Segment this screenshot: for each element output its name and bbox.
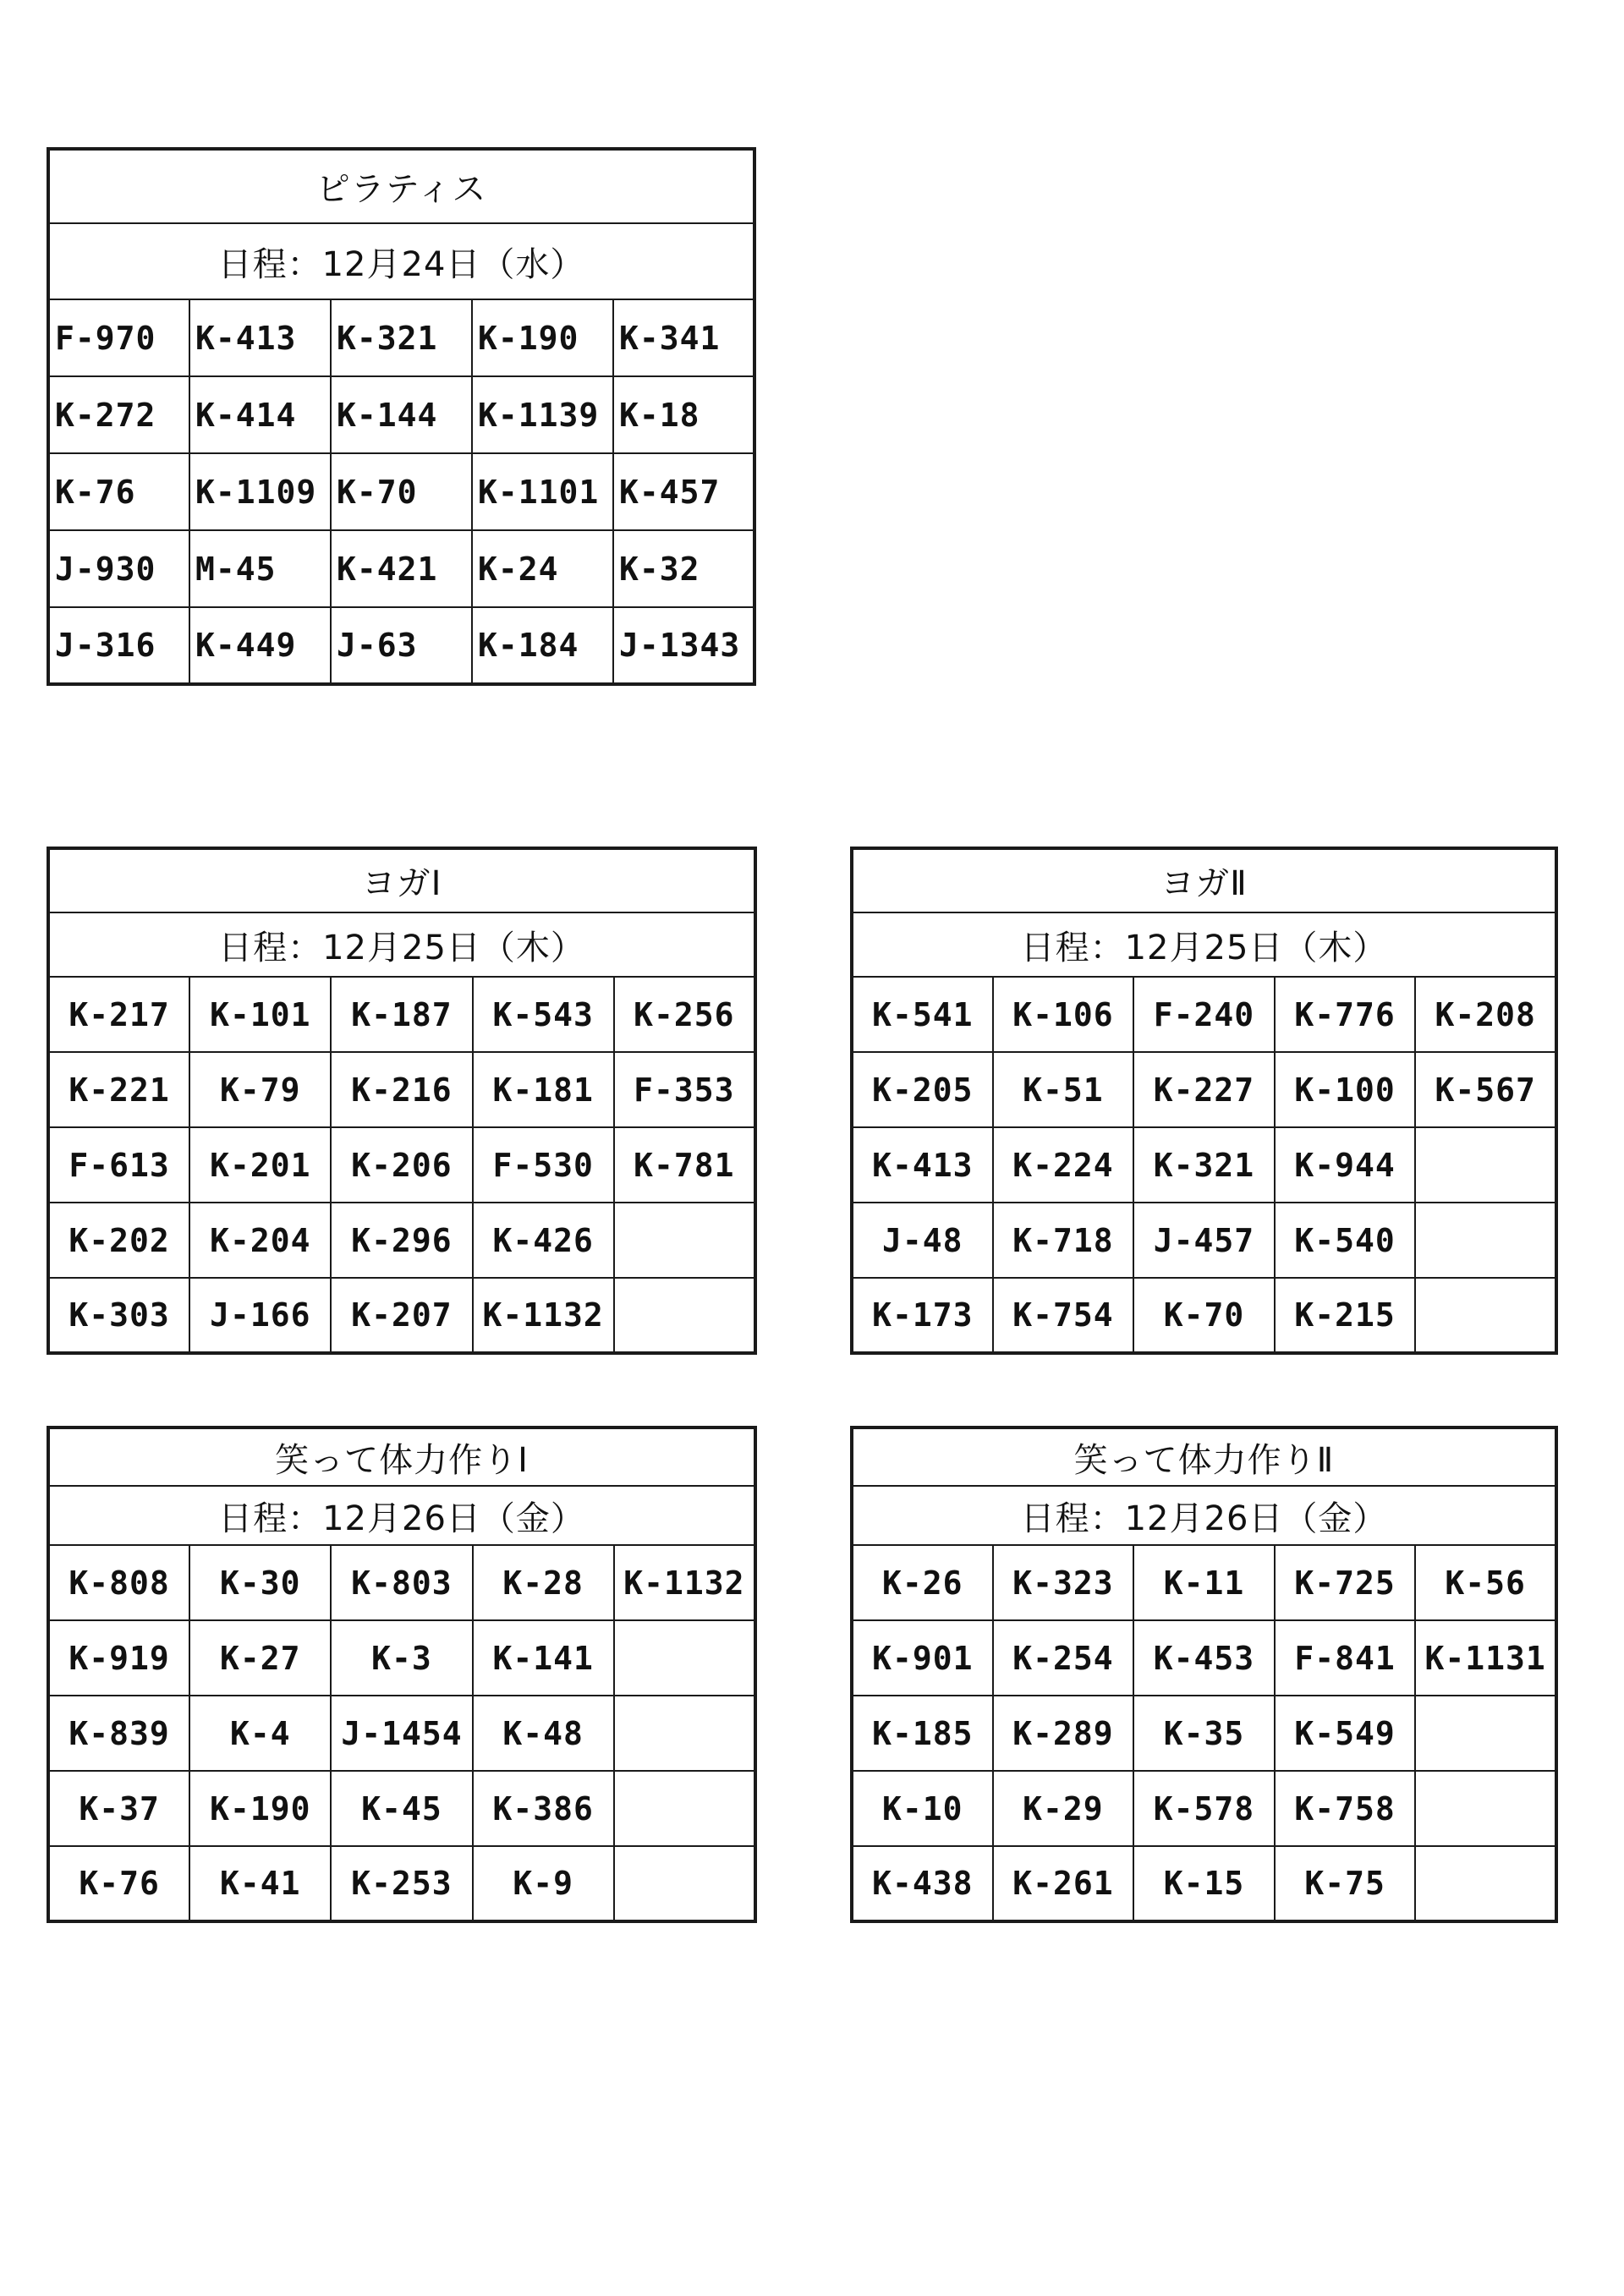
id-cell: K-45 bbox=[331, 1771, 472, 1846]
id-cell: K-944 bbox=[1275, 1127, 1416, 1203]
id-cell: K-224 bbox=[993, 1127, 1134, 1203]
empty-cell bbox=[614, 1620, 755, 1696]
schedule-date: 日程：12月25日（木） bbox=[852, 912, 1556, 977]
id-cell: K-578 bbox=[1133, 1771, 1275, 1846]
id-cell: K-181 bbox=[473, 1052, 614, 1127]
id-cell: K-215 bbox=[1275, 1278, 1416, 1353]
id-cell: K-776 bbox=[1275, 977, 1416, 1052]
id-cell: J-457 bbox=[1133, 1203, 1275, 1278]
table-row bbox=[48, 977, 755, 1052]
id-cell: K-48 bbox=[473, 1696, 614, 1771]
empty-cell bbox=[1415, 1203, 1556, 1278]
id-cell: K-37 bbox=[48, 1771, 189, 1846]
table-title: ヨガⅡ bbox=[852, 848, 1556, 912]
id-cell: K-261 bbox=[993, 1846, 1134, 1921]
id-cell: K-919 bbox=[48, 1620, 189, 1696]
table-row bbox=[48, 607, 754, 684]
id-cell: K-187 bbox=[331, 977, 472, 1052]
id-cell: K-15 bbox=[1133, 1846, 1275, 1921]
empty-cell bbox=[614, 1278, 755, 1353]
table-row bbox=[48, 453, 754, 530]
id-cell: K-185 bbox=[852, 1696, 993, 1771]
empty-cell bbox=[614, 1696, 755, 1771]
id-cell: K-202 bbox=[48, 1203, 189, 1278]
id-cell: F-970 bbox=[48, 299, 189, 376]
id-cell: K-216 bbox=[331, 1052, 472, 1127]
table-title: 笑って体力作りⅠ bbox=[48, 1427, 755, 1486]
id-cell: K-204 bbox=[189, 1203, 331, 1278]
id-cell: K-79 bbox=[189, 1052, 331, 1127]
id-cell: K-4 bbox=[189, 1696, 331, 1771]
schedule-date: 日程：12月25日（木） bbox=[48, 912, 755, 977]
id-cell: K-190 bbox=[189, 1771, 331, 1846]
id-cell: J-166 bbox=[189, 1278, 331, 1353]
id-cell: J-63 bbox=[331, 607, 472, 684]
id-cell: K-413 bbox=[189, 299, 331, 376]
id-cell: K-35 bbox=[1133, 1696, 1275, 1771]
id-cell: K-1101 bbox=[472, 453, 613, 530]
table-title: ピラティス bbox=[48, 149, 754, 223]
id-cell: K-1131 bbox=[1415, 1620, 1556, 1696]
empty-cell bbox=[1415, 1846, 1556, 1921]
id-cell: K-3 bbox=[331, 1620, 472, 1696]
id-cell: K-808 bbox=[48, 1545, 189, 1620]
id-cell: K-781 bbox=[614, 1127, 755, 1203]
id-cell: K-70 bbox=[331, 453, 472, 530]
id-cell: K-28 bbox=[473, 1545, 614, 1620]
table-row bbox=[48, 1127, 755, 1203]
id-cell: K-24 bbox=[472, 530, 613, 607]
table-row bbox=[48, 1771, 755, 1846]
id-cell: K-718 bbox=[993, 1203, 1134, 1278]
id-cell: K-190 bbox=[472, 299, 613, 376]
id-cell: K-10 bbox=[852, 1771, 993, 1846]
table-title: 笑って体力作りⅡ bbox=[852, 1427, 1556, 1486]
table-row bbox=[48, 530, 754, 607]
table-row bbox=[48, 1696, 755, 1771]
table-row bbox=[48, 1846, 755, 1921]
id-cell: K-754 bbox=[993, 1278, 1134, 1353]
schedule-date: 日程：12月26日（金） bbox=[48, 1486, 755, 1545]
id-cell: K-321 bbox=[1133, 1127, 1275, 1203]
id-cell: F-240 bbox=[1133, 977, 1275, 1052]
id-cell: K-803 bbox=[331, 1545, 472, 1620]
id-cell: K-254 bbox=[993, 1620, 1134, 1696]
table-row bbox=[48, 1052, 755, 1127]
id-cell: K-27 bbox=[189, 1620, 331, 1696]
table-row bbox=[852, 1278, 1556, 1353]
id-cell: K-9 bbox=[473, 1846, 614, 1921]
table-row bbox=[852, 977, 1556, 1052]
table-title: ヨガⅠ bbox=[48, 848, 755, 912]
id-cell: M-45 bbox=[189, 530, 331, 607]
table-row bbox=[852, 1696, 1556, 1771]
table-row bbox=[852, 1052, 1556, 1127]
id-cell: K-206 bbox=[331, 1127, 472, 1203]
id-cell: K-205 bbox=[852, 1052, 993, 1127]
id-cell: K-208 bbox=[1415, 977, 1556, 1052]
empty-cell bbox=[1415, 1127, 1556, 1203]
table-row bbox=[48, 1545, 755, 1620]
empty-cell bbox=[1415, 1278, 1556, 1353]
id-cell: F-841 bbox=[1275, 1620, 1416, 1696]
id-cell: K-540 bbox=[1275, 1203, 1416, 1278]
schedule-date: 日程：12月24日（水） bbox=[48, 223, 754, 299]
id-cell: K-32 bbox=[613, 530, 754, 607]
id-cell: K-221 bbox=[48, 1052, 189, 1127]
id-cell: K-70 bbox=[1133, 1278, 1275, 1353]
id-cell: K-41 bbox=[189, 1846, 331, 1921]
id-cell: K-414 bbox=[189, 376, 331, 453]
id-cell: K-549 bbox=[1275, 1696, 1416, 1771]
id-cell: K-453 bbox=[1133, 1620, 1275, 1696]
id-cell: K-543 bbox=[473, 977, 614, 1052]
id-cell: K-1132 bbox=[473, 1278, 614, 1353]
id-cell: J-930 bbox=[48, 530, 189, 607]
id-cell: K-438 bbox=[852, 1846, 993, 1921]
laughter-fitness-2-schedule-table bbox=[850, 1426, 1558, 1923]
pilates-schedule-table bbox=[47, 147, 756, 686]
id-cell: K-323 bbox=[993, 1545, 1134, 1620]
laughter-fitness-1-schedule-table bbox=[47, 1426, 757, 1923]
id-cell: K-56 bbox=[1415, 1545, 1556, 1620]
id-cell: K-29 bbox=[993, 1771, 1134, 1846]
id-cell: K-1132 bbox=[614, 1545, 755, 1620]
table-row bbox=[852, 1203, 1556, 1278]
id-cell: K-207 bbox=[331, 1278, 472, 1353]
id-cell: K-227 bbox=[1133, 1052, 1275, 1127]
table-row bbox=[852, 1620, 1556, 1696]
id-cell: K-457 bbox=[613, 453, 754, 530]
id-cell: J-1343 bbox=[613, 607, 754, 684]
empty-cell bbox=[614, 1771, 755, 1846]
id-cell: K-725 bbox=[1275, 1545, 1416, 1620]
id-cell: K-296 bbox=[331, 1203, 472, 1278]
id-cell: K-18 bbox=[613, 376, 754, 453]
id-cell: K-341 bbox=[613, 299, 754, 376]
yoga-1-schedule-table bbox=[47, 847, 757, 1355]
id-cell: K-51 bbox=[993, 1052, 1134, 1127]
id-cell: F-613 bbox=[48, 1127, 189, 1203]
id-cell: K-541 bbox=[852, 977, 993, 1052]
id-cell: K-253 bbox=[331, 1846, 472, 1921]
empty-cell bbox=[614, 1203, 755, 1278]
id-cell: K-901 bbox=[852, 1620, 993, 1696]
table-row bbox=[48, 1620, 755, 1696]
id-cell: F-530 bbox=[473, 1127, 614, 1203]
id-cell: K-76 bbox=[48, 453, 189, 530]
id-cell: K-758 bbox=[1275, 1771, 1416, 1846]
id-cell: J-48 bbox=[852, 1203, 993, 1278]
id-cell: K-76 bbox=[48, 1846, 189, 1921]
id-cell: K-101 bbox=[189, 977, 331, 1052]
id-cell: K-321 bbox=[331, 299, 472, 376]
table-row bbox=[852, 1127, 1556, 1203]
id-cell: K-386 bbox=[473, 1771, 614, 1846]
table-row bbox=[48, 1278, 755, 1353]
table-row bbox=[48, 299, 754, 376]
id-cell: K-303 bbox=[48, 1278, 189, 1353]
id-cell: K-184 bbox=[472, 607, 613, 684]
id-cell: F-353 bbox=[614, 1052, 755, 1127]
id-cell: K-421 bbox=[331, 530, 472, 607]
id-cell: K-1139 bbox=[472, 376, 613, 453]
id-cell: K-413 bbox=[852, 1127, 993, 1203]
id-cell: J-316 bbox=[48, 607, 189, 684]
empty-cell bbox=[1415, 1771, 1556, 1846]
id-cell: K-449 bbox=[189, 607, 331, 684]
id-cell: K-567 bbox=[1415, 1052, 1556, 1127]
id-cell: K-75 bbox=[1275, 1846, 1416, 1921]
id-cell: K-173 bbox=[852, 1278, 993, 1353]
schedule-date: 日程：12月26日（金） bbox=[852, 1486, 1556, 1545]
table-row bbox=[48, 1203, 755, 1278]
id-cell: K-11 bbox=[1133, 1545, 1275, 1620]
id-cell: K-26 bbox=[852, 1545, 993, 1620]
id-cell: K-106 bbox=[993, 977, 1134, 1052]
id-cell: K-289 bbox=[993, 1696, 1134, 1771]
id-cell: J-1454 bbox=[331, 1696, 472, 1771]
id-cell: K-256 bbox=[614, 977, 755, 1052]
table-row bbox=[48, 376, 754, 453]
table-row bbox=[852, 1771, 1556, 1846]
id-cell: K-272 bbox=[48, 376, 189, 453]
id-cell: K-426 bbox=[473, 1203, 614, 1278]
table-row bbox=[852, 1846, 1556, 1921]
id-cell: K-141 bbox=[473, 1620, 614, 1696]
yoga-2-schedule-table bbox=[850, 847, 1558, 1355]
id-cell: K-30 bbox=[189, 1545, 331, 1620]
id-cell: K-1109 bbox=[189, 453, 331, 530]
id-cell: K-144 bbox=[331, 376, 472, 453]
id-cell: K-201 bbox=[189, 1127, 331, 1203]
table-row bbox=[852, 1545, 1556, 1620]
id-cell: K-100 bbox=[1275, 1052, 1416, 1127]
empty-cell bbox=[614, 1846, 755, 1921]
id-cell: K-839 bbox=[48, 1696, 189, 1771]
id-cell: K-217 bbox=[48, 977, 189, 1052]
empty-cell bbox=[1415, 1696, 1556, 1771]
